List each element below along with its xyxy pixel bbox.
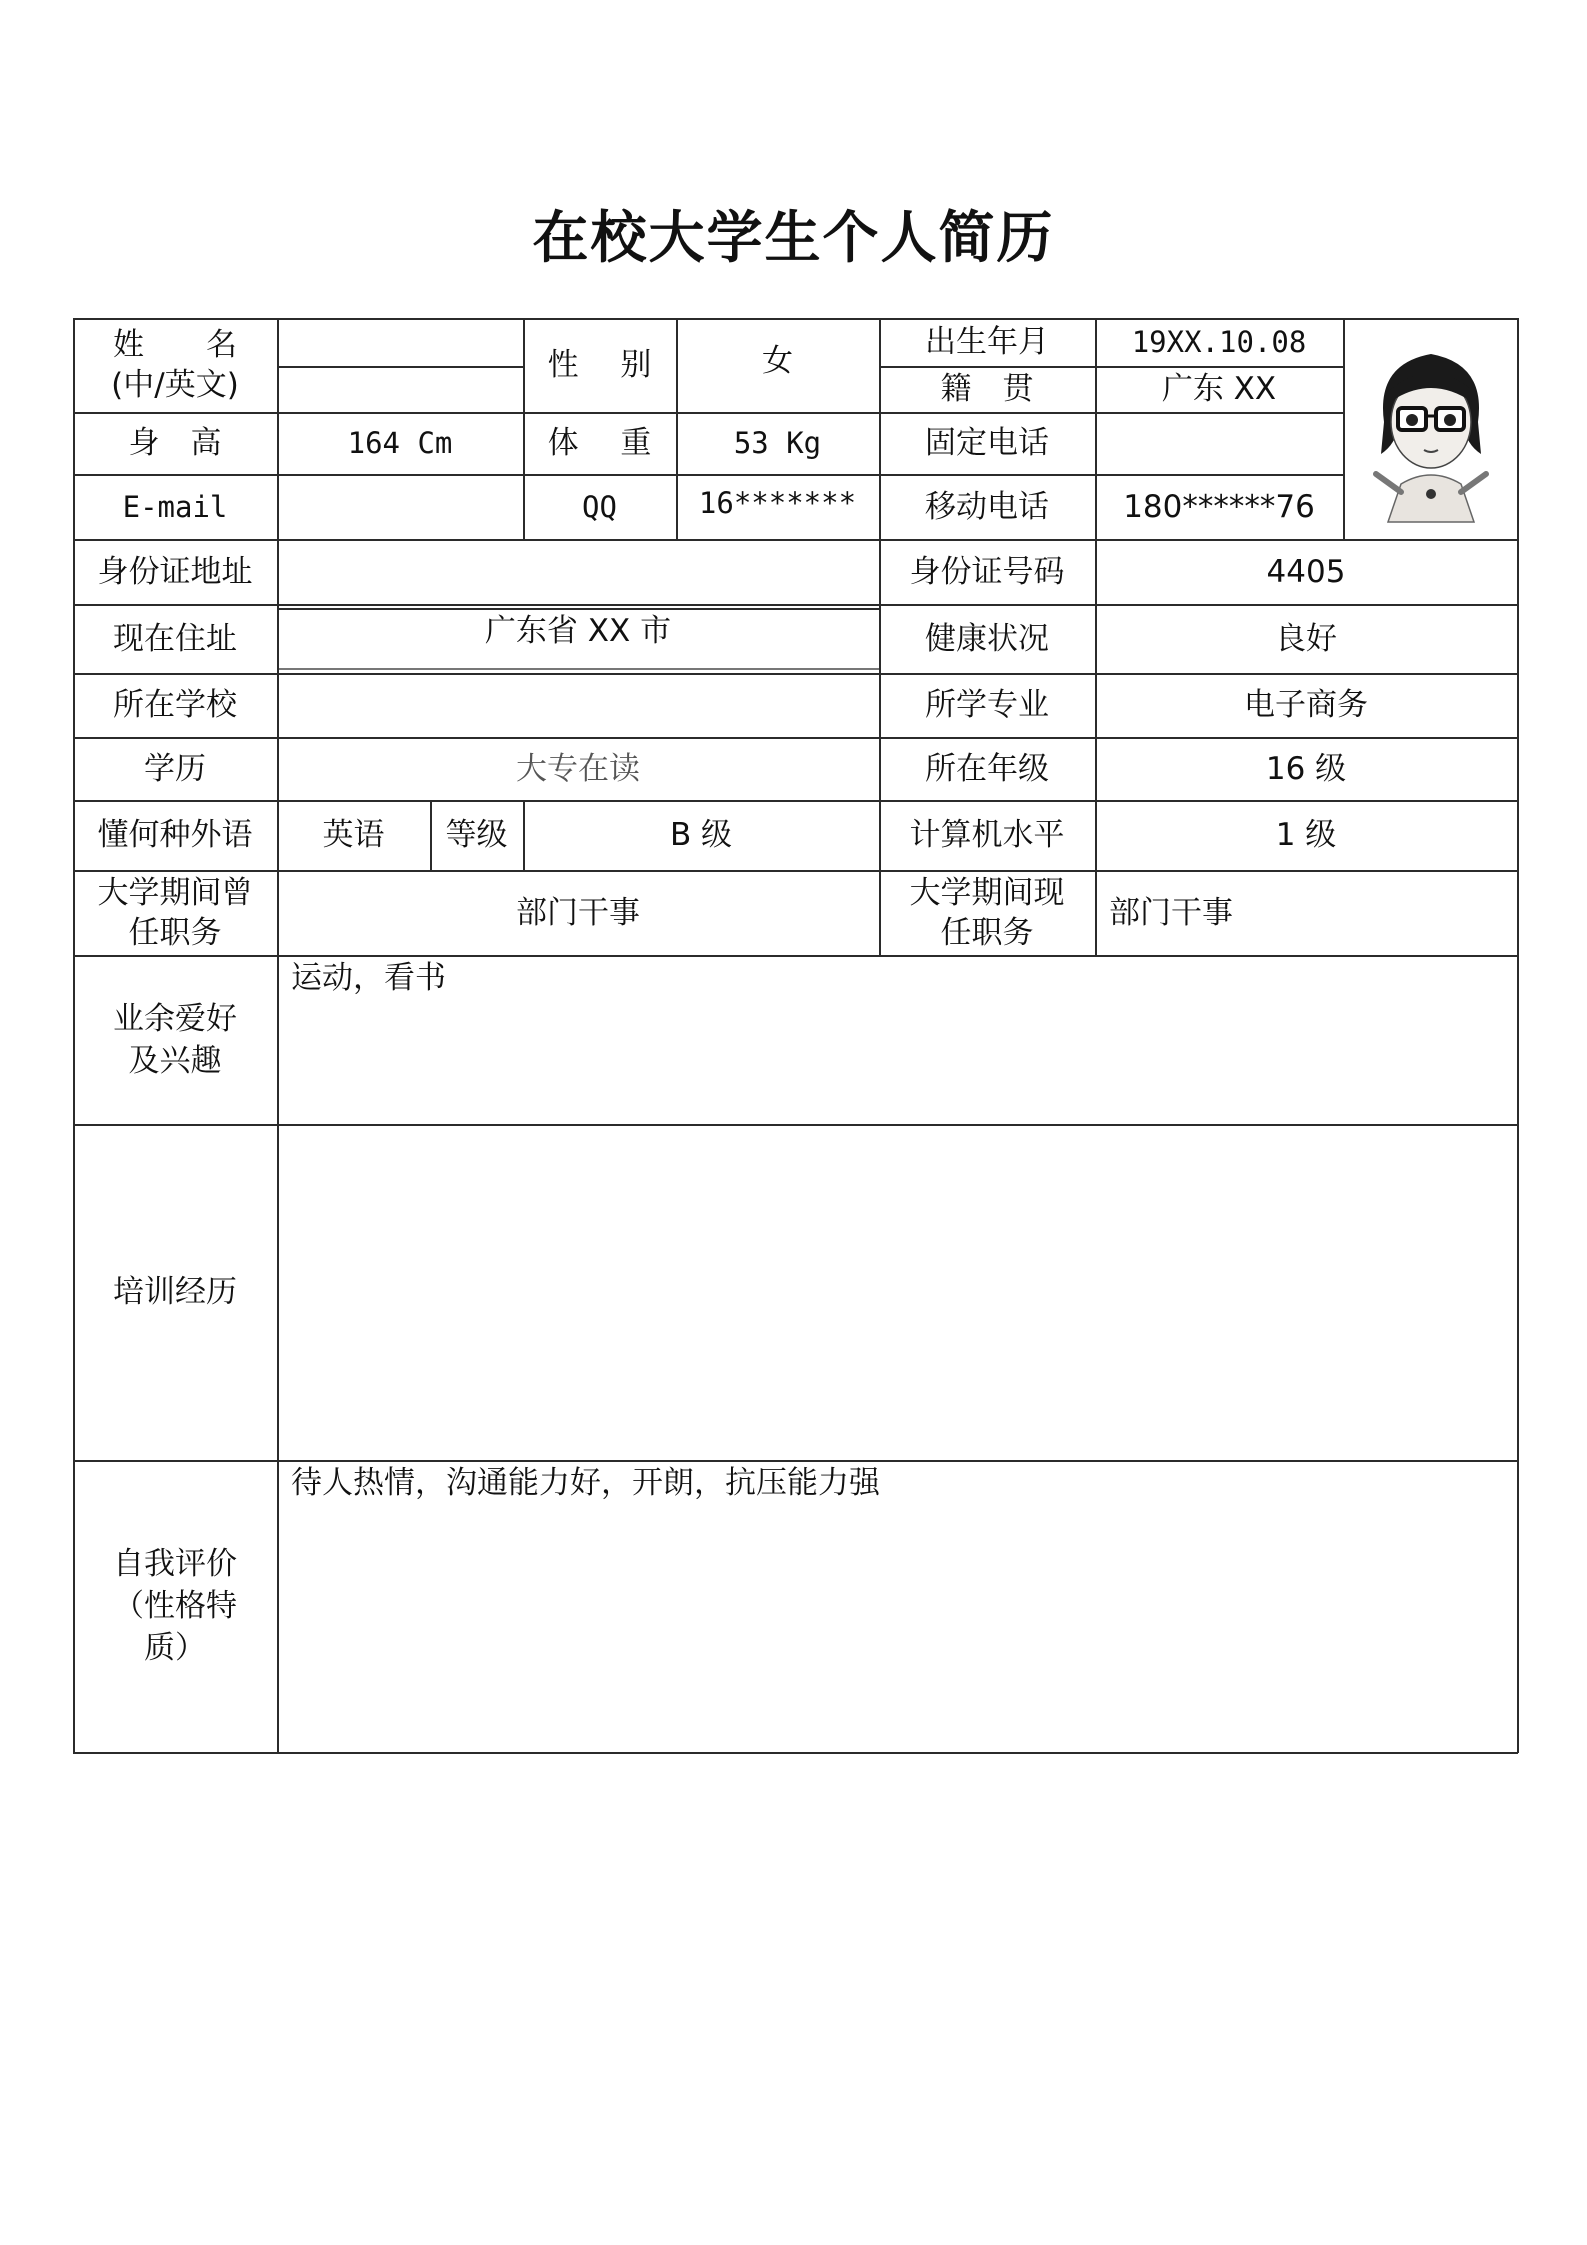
birth-label: 出生年月 [925, 324, 1049, 360]
landline-label: 固定电话 [925, 425, 1049, 461]
grade-label: 所在年级 [925, 750, 1049, 787]
native-place-label: 籍 贯 [940, 371, 1034, 407]
major-label: 所学专业 [925, 687, 1049, 723]
name-label-line1: 姓 名 [113, 327, 237, 363]
address-value[interactable]: 广东省 XX 市 [484, 613, 672, 649]
avatar-illustration [1356, 334, 1506, 524]
mobile-label: 移动电话 [925, 488, 1049, 525]
name-en-value[interactable] [277, 366, 523, 412]
qq-value[interactable]: 16******* [698, 486, 857, 520]
height-label: 身 高 [128, 425, 222, 461]
current-role-label [879, 870, 1095, 955]
gender-label: 性 别 [547, 347, 652, 383]
self-eval-value[interactable]: 待人热情，沟通能力好，开朗，抗压能力强 [291, 1465, 880, 1501]
address-label: 现在住址 [113, 620, 237, 657]
self-eval-label-line1: 自我评价 [113, 1546, 237, 1582]
health-label: 健康状况 [925, 620, 1049, 657]
name-label-line2: (中/英文) [111, 367, 239, 403]
hobby-label [73, 955, 277, 1124]
training-value[interactable] [277, 1124, 1517, 1460]
past-role-label [73, 870, 277, 955]
weight-label: 体 重 [547, 425, 652, 461]
name-cn-value[interactable] [277, 318, 523, 366]
current-role-value[interactable]: 部门干事 [1109, 894, 1233, 931]
current-role-label-line2: 任职务 [940, 914, 1034, 951]
current-role-label-line1: 大学期间现 [909, 874, 1065, 911]
computer-level-value[interactable]: 1 级 [1275, 817, 1337, 853]
self-eval-label-line3: 质） [144, 1630, 206, 1666]
hobby-label-line1: 业余爱好 [113, 1000, 237, 1037]
mobile-value[interactable]: 180******76 [1123, 488, 1315, 525]
gender-value[interactable]: 女 [762, 343, 793, 379]
computer-level-label: 计算机水平 [909, 817, 1065, 853]
hobby-value[interactable]: 运动，看书 [291, 960, 446, 996]
qq-label: QQ [582, 489, 617, 524]
id-number-value[interactable]: 4405 [1266, 553, 1346, 590]
id-address-label: 身份证地址 [97, 553, 253, 590]
email-value[interactable] [277, 474, 523, 539]
grade-value[interactable]: 16 级 [1265, 750, 1347, 787]
name-label [73, 318, 277, 412]
resume-title: 在校大学生个人简历 [532, 206, 1055, 271]
native-place-value[interactable]: 广东 XX [1161, 371, 1277, 407]
id-number-label: 身份证号码 [909, 553, 1065, 590]
past-role-label-line1: 大学期间曾 [97, 874, 253, 911]
landline-value[interactable] [1095, 412, 1343, 474]
language-value[interactable]: 英语 [322, 817, 385, 853]
resume-table [73, 318, 1518, 1753]
school-label: 所在学校 [113, 687, 237, 723]
health-value[interactable]: 良好 [1275, 620, 1337, 657]
email-label: E-mail [122, 489, 228, 524]
id-address-value[interactable] [277, 539, 879, 604]
hobby-label-line2: 及兴趣 [128, 1042, 222, 1079]
past-role-value[interactable]: 部门干事 [516, 894, 640, 931]
education-label: 学历 [144, 750, 206, 787]
weight-value[interactable]: 53 Kg [733, 426, 822, 460]
self-eval-label [73, 1460, 277, 1752]
language-level-value[interactable]: B 级 [669, 817, 733, 853]
birth-value[interactable]: 19XX.10.08 [1131, 325, 1307, 359]
language-label: 懂何种外语 [97, 817, 253, 853]
profile-photo [1345, 320, 1516, 538]
major-value[interactable]: 电子商务 [1244, 687, 1368, 723]
school-value[interactable] [277, 673, 879, 737]
self-eval-label-line2: （性格特 [113, 1588, 237, 1624]
education-value[interactable]: 大专在读 [516, 750, 640, 787]
past-role-label-line2: 任职务 [128, 914, 222, 951]
language-level-label: 等级 [445, 817, 508, 853]
training-label: 培训经历 [113, 1274, 237, 1310]
height-value[interactable]: 164 Cm [347, 426, 453, 460]
